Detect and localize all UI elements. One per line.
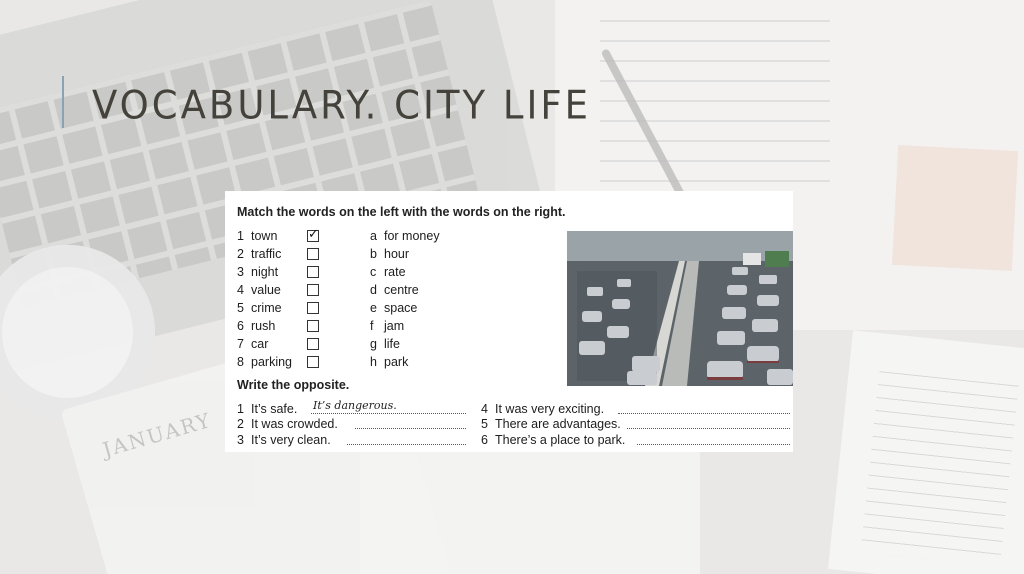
left-word-6: 6 rush	[237, 319, 276, 333]
right-word-b: b hour	[370, 247, 410, 261]
handwritten-answer-1: It’s dangerous.	[313, 399, 397, 412]
answer-line-2[interactable]	[355, 428, 466, 429]
book-page-lines	[860, 363, 1019, 567]
opposite-item-2: 2 It was crowded.	[237, 417, 338, 431]
match-checkbox-5[interactable]	[307, 302, 319, 314]
opposite-heading: Write the opposite.	[237, 378, 350, 392]
left-word-7: 7 car	[237, 337, 269, 351]
match-checkbox-8[interactable]	[307, 356, 319, 368]
match-checkbox-7[interactable]	[307, 338, 319, 350]
opposite-item-4: 4 It was very exciting.	[481, 402, 605, 416]
title-accent-line	[62, 76, 64, 128]
traffic-jam-icon	[567, 231, 793, 386]
left-word-1: 1 town	[237, 229, 278, 243]
match-heading: Match the words on the left with the words on the right.	[237, 205, 566, 219]
answer-line-6[interactable]	[637, 444, 790, 445]
calendar-label: JANUARY	[99, 407, 215, 462]
right-word-a: a for money	[370, 229, 440, 243]
right-word-e: e space	[370, 301, 418, 315]
opposite-item-5: 5 There are advantages.	[481, 417, 621, 431]
match-checkbox-2[interactable]	[307, 248, 319, 260]
left-word-4: 4 value	[237, 283, 281, 297]
right-word-c: c rate	[370, 265, 406, 279]
answer-line-5[interactable]	[627, 428, 790, 429]
right-word-f: f jam	[370, 319, 405, 333]
answer-line-4[interactable]	[618, 413, 790, 414]
left-word-2: 2 traffic	[237, 247, 282, 261]
left-word-5: 5 crime	[237, 301, 282, 315]
match-checkbox-1[interactable]	[307, 226, 319, 242]
worksheet	[225, 191, 793, 452]
right-word-h: h park	[370, 355, 409, 369]
match-checkbox-6[interactable]	[307, 320, 319, 332]
sticky-note-image	[892, 145, 1018, 271]
slide-title: VOCABULARY. CITY LIFE	[92, 82, 592, 129]
opposite-item-3: 3 It’s very clean.	[237, 433, 331, 447]
left-word-8: 8 parking	[237, 355, 292, 369]
right-word-d: d centre	[370, 283, 419, 297]
check-mark-icon: ✓	[308, 226, 319, 241]
left-word-3: 3 night	[237, 265, 279, 279]
answer-line-1[interactable]	[311, 413, 466, 414]
match-checkbox-3[interactable]	[307, 266, 319, 278]
match-checkbox-4[interactable]	[307, 284, 319, 296]
traffic-jam-photo	[567, 231, 793, 386]
opposite-item-1: 1 It’s safe.	[237, 402, 298, 416]
answer-line-3[interactable]	[347, 444, 466, 445]
opposite-item-6: 6 There’s a place to park.	[481, 433, 626, 447]
right-word-g: g life	[370, 337, 400, 351]
